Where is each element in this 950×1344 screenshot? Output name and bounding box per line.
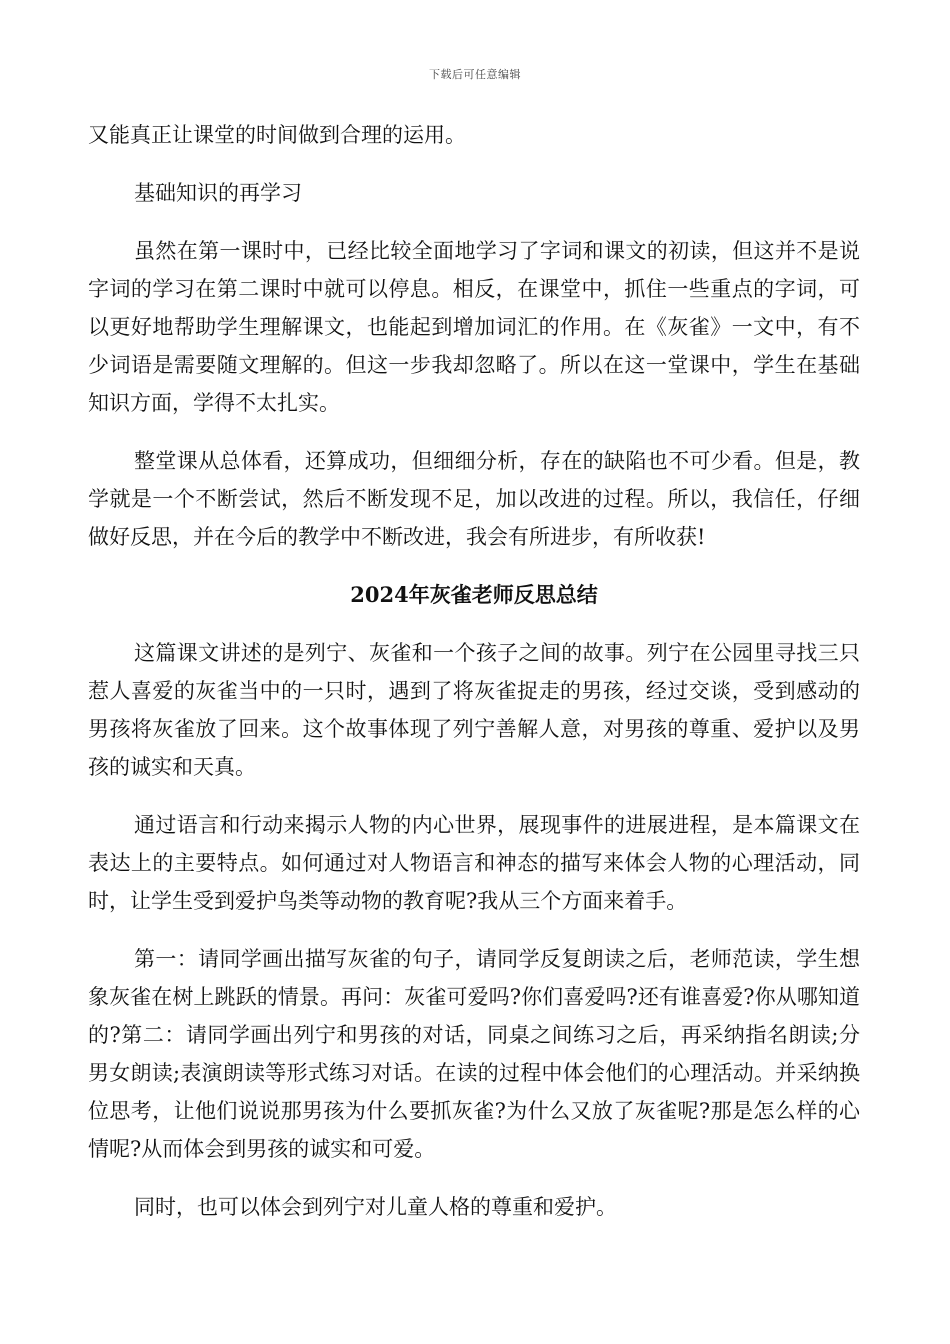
paragraph-vocabulary: 虽然在第一课时中，已经比较全面地学习了字词和课文的初读，但这并不是说字词的学习在第二课时中就可以停息。相反，在课堂中，抓住一些重点的字词，可以更好地帮助学生理解课文，也能起到增加词汇的作用。在《灰雀》一文中，有不少词语是需要随文理解的。但这一步我却忽略了。所以在这一堂课中，学生在基础知识方面，学得不太扎实。 [88, 239, 860, 415]
page-header: 下载后可任意编辑 [429, 68, 521, 81]
document-body [88, 116, 860, 1246]
paragraph-story-summary: 这篇课文讲述的是列宁、灰雀和一个孩子之间的故事。列宁在公园里寻找三只惹人喜爱的灰雀当中的一只时，遇到了将灰雀捉走的男孩，经过交谈，受到感动的男孩将灰雀放了回来。这个故事体现了列宁善解人意，对男孩的尊重、爱护以及男孩的诚实和天真。 [88, 641, 860, 779]
paragraph-teaching-steps: 第一：请同学画出描写灰雀的句子，请同学反复朗读之后，老师范读，学生想象灰雀在树上跳跃的情景。再问：灰雀可爱吗?你们喜爱吗?还有谁喜爱?你从哪知道的?第二：请同学画出列宁和男孩的对话，同桌之间练习之后，再采纳指名朗读;分男女朗读;表演朗读等形式练习对话。在读的过程中体会他们的心理活动。并采纳换位思考，让他们说说那男孩为什么要抓灰雀?为什么又放了灰雀呢?那是怎么样的心情呢?从而体会到男孩的诚实和可爱。 [88, 947, 860, 1161]
paragraph-continuation: 又能真正让课堂的时间做到合理的运用。 [88, 123, 466, 147]
paragraph-expression-features: 通过语言和行动来揭示人物的内心世界，展现事件的进展进程，是本篇课文在表达上的主要特点。如何通过对人物语言和神态的描写来体会人物的心理活动，同时，让学生受到爱护鸟类等动物的教育呢?我从三个方面来着手。 [88, 813, 860, 913]
paragraph-conclusion: 同时，也可以体会到列宁对儿童人格的尊重和爱护。 [134, 1195, 617, 1219]
section-title: 2024年灰雀老师反思总结 [350, 582, 598, 607]
paragraph-overall-review: 整堂课从总体看，还算成功，但细细分析，存在的缺陷也不可少看。但是，教学就是一个不断尝试，然后不断发现不足，加以改进的过程。所以，我信任，仔细做好反思，并在今后的教学中不断改进，我会有所进步，有所收获! [88, 449, 860, 549]
subheading-basic-knowledge: 基础知识的再学习 [134, 181, 302, 205]
